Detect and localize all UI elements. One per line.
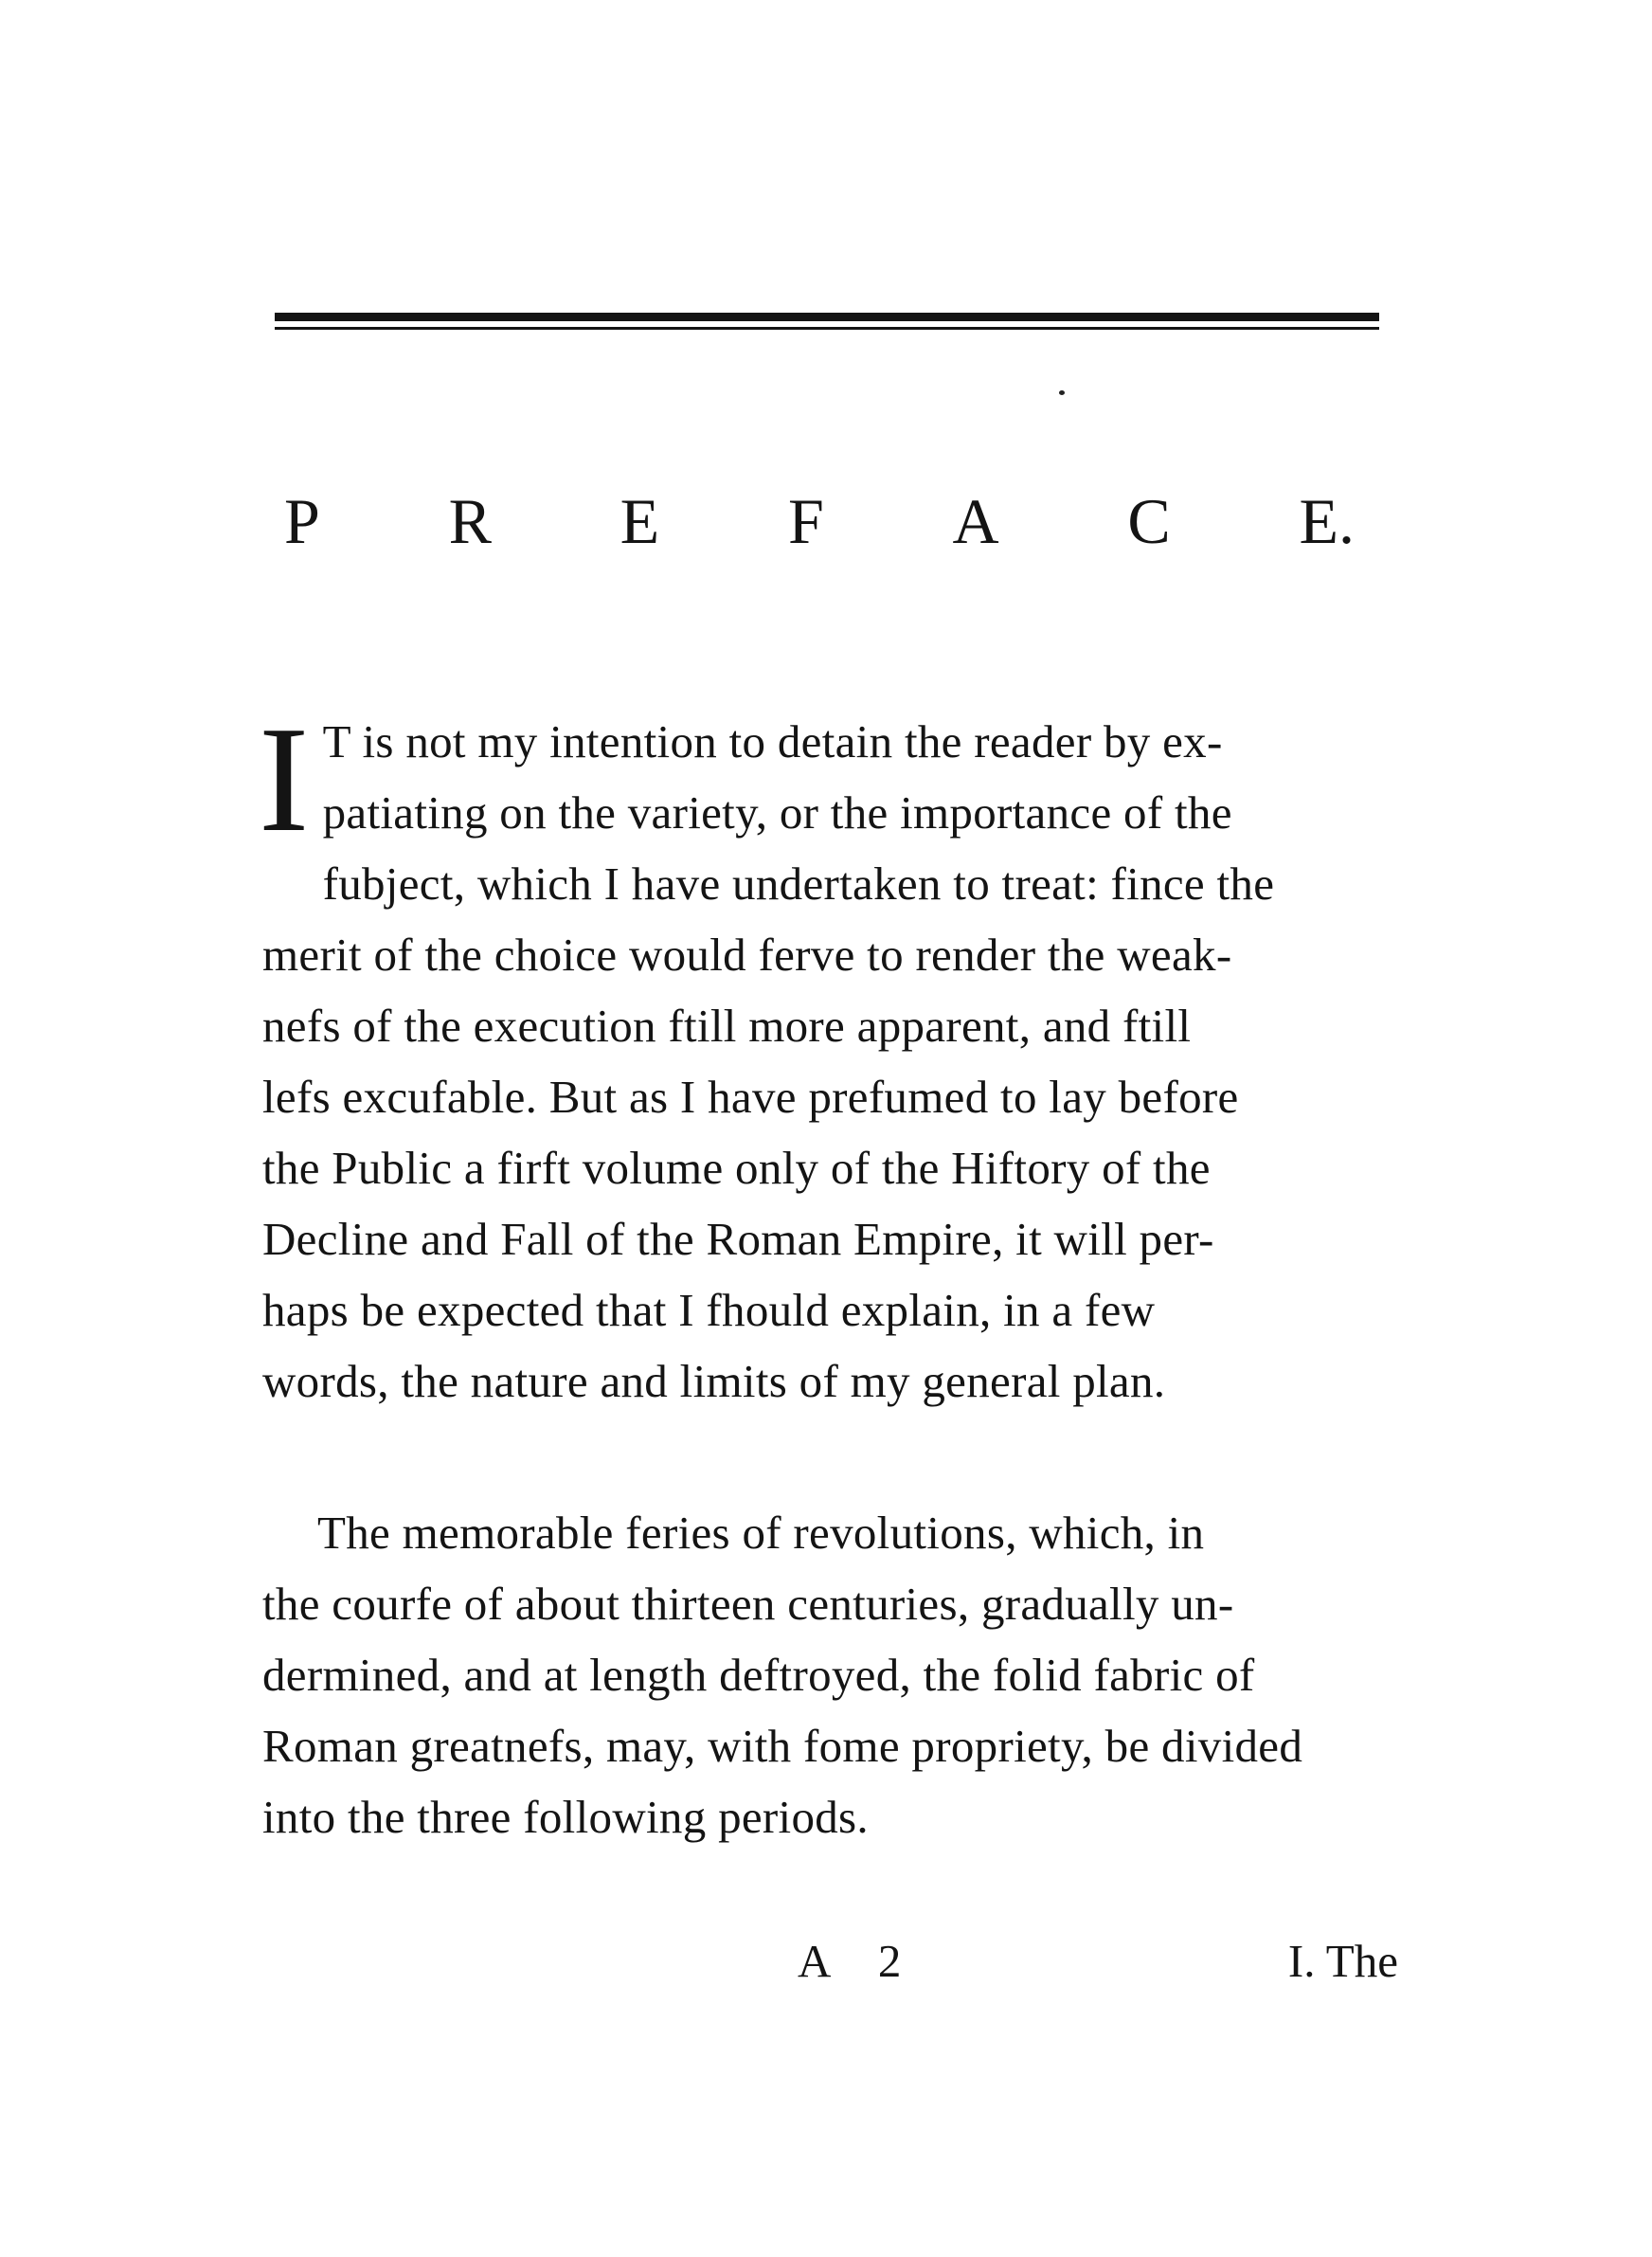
text-line: the Public a firft volume only of the Hiftory of the (262, 1142, 1211, 1194)
page-title (284, 483, 1355, 559)
header-rule-thick (275, 313, 1379, 321)
title-letter: C (1127, 485, 1171, 557)
text-line: T is not my intention to detain the reader by ex- (322, 715, 1223, 767)
title-letter: F (787, 485, 824, 557)
text-line: Decline and Fall of the Roman Empire, it will per- (262, 1213, 1214, 1265)
page-footer (0, 1928, 1652, 1995)
drop-cap: I (259, 695, 310, 863)
title-letter: P (284, 485, 320, 557)
text-line: merit of the choice would ferve to render the weak- (262, 929, 1232, 981)
text-line: into the three following periods. (262, 1791, 869, 1843)
title-letter: R (448, 485, 492, 557)
text-line: the courfe of about thirteen centuries, gradually un- (262, 1578, 1234, 1630)
title-letter: E (620, 485, 660, 557)
ink-speck (1059, 390, 1065, 395)
title-letter: A (952, 485, 999, 557)
signature-mark: A 2 (798, 1935, 921, 1987)
paragraph-2 (262, 1497, 1399, 1852)
paragraph-1 (259, 695, 1399, 1417)
text-line: words, the nature and limits of my general plan. (262, 1355, 1166, 1407)
text-line: dermined, and at length deftroyed, the folid fabric of (262, 1649, 1255, 1701)
text-line: haps be expected that I fhould explain, in a few (262, 1284, 1156, 1336)
text-line: Roman greatnefs, may, with fome propriety, be divided (262, 1720, 1303, 1772)
text-line: patiating on the variety, or the importance of the (322, 786, 1232, 839)
text-line: fubject, which I have undertaken to treat: fince the (322, 858, 1275, 910)
title-letter: E. (1299, 485, 1355, 557)
catchword: I. The (1287, 1935, 1398, 1987)
text-line: nefs of the execution ftill more apparent, and ftill (262, 1000, 1192, 1052)
text-line: lefs excufable. But as I have prefumed to lay before (262, 1071, 1239, 1123)
text-line: The memorable feries of revolutions, which, in (317, 1507, 1205, 1559)
header-rule-thin (275, 327, 1379, 330)
